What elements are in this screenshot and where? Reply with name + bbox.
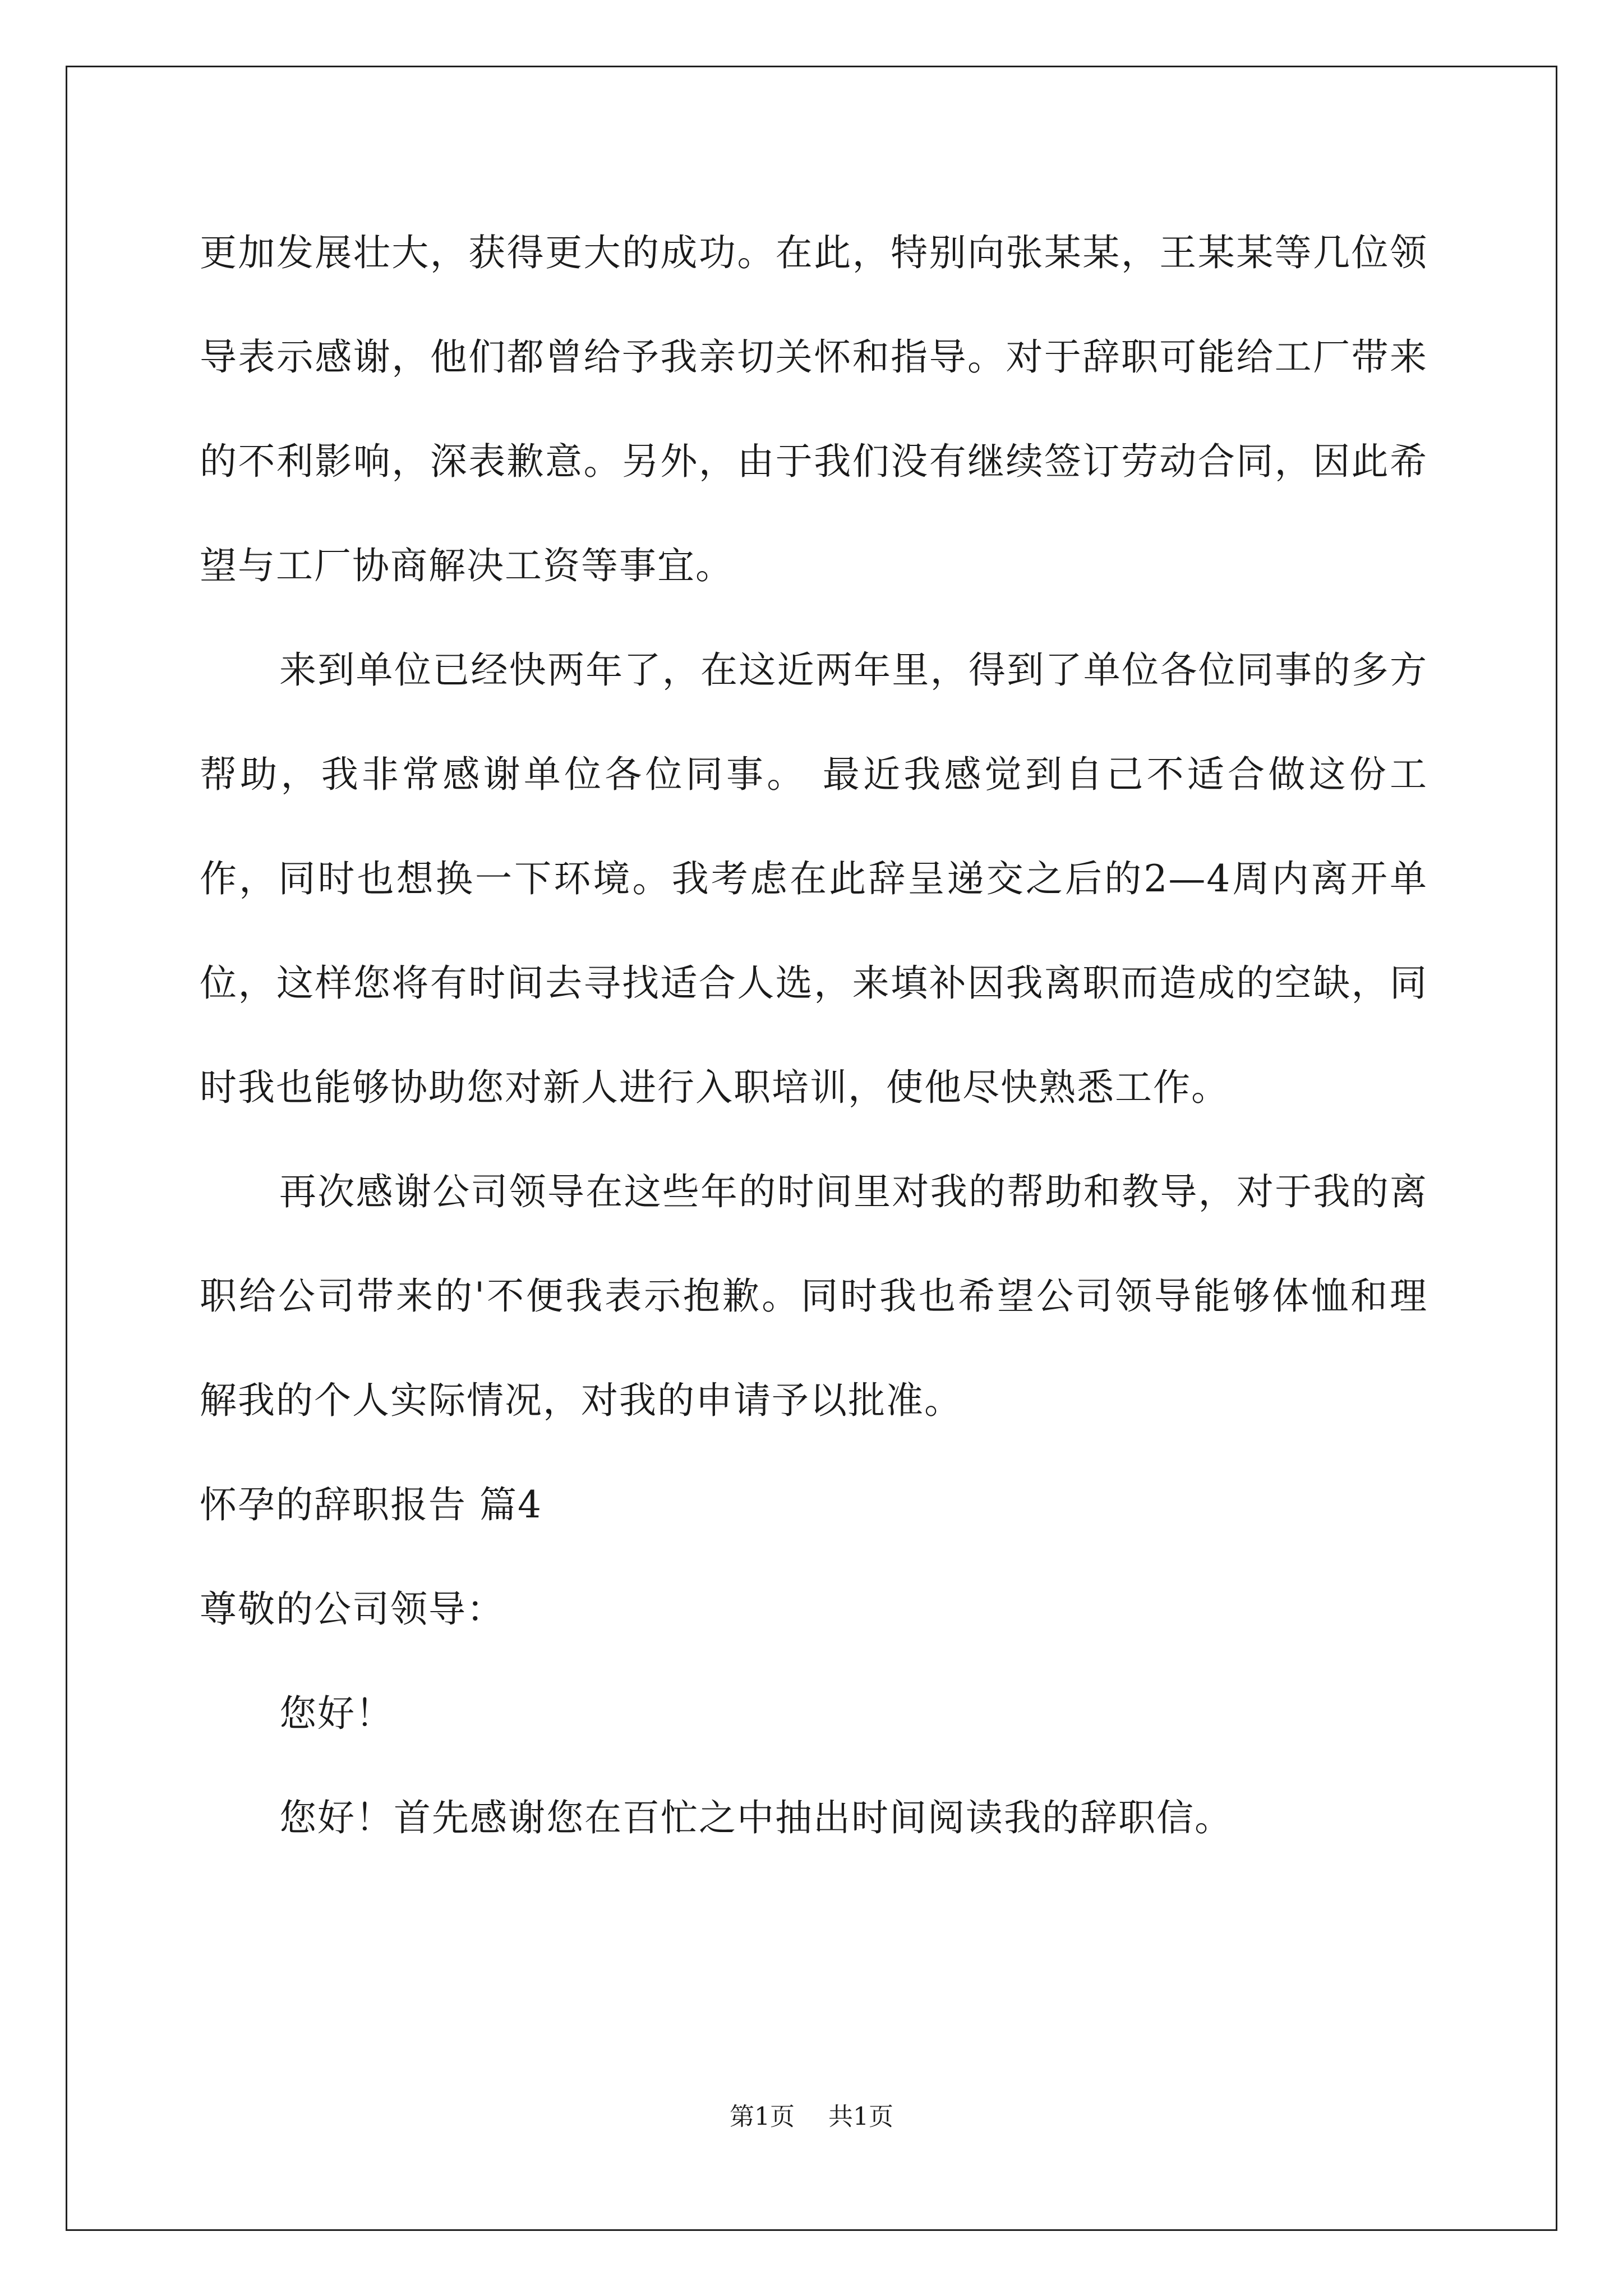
opening-line: 您好！首先感谢您在百忙之中抽出时间阅读我的辞职信。 (279, 1796, 1233, 1839)
page-number: 第1页 (730, 2102, 795, 2131)
salutation: 尊敬的公司领导： (200, 1588, 505, 1631)
page-footer (0, 2100, 1623, 2134)
paragraph-continuation: 更加发展壮大，获得更大的成功。在此，特别向张某某，王某某等几位领导表示感谢，他们都曾给予我亲切关怀和指导。对于辞职可能给工厂带来的不利影响，深表歉意。另外，由于我们没有继续签订劳动合同，因此希望与工厂协商解决工资等事宜。 (200, 231, 1428, 587)
page-total: 共1页 (828, 2102, 893, 2131)
paragraph-thanks: 再次感谢公司领导在这些年的时间里对我的帮助和教导，对于我的离职给公司带来的'不便我表示抱歉。同时我也希望公司领导能够体恤和理解我的个人实际情况，对我的申请予以批准。 (200, 1170, 1428, 1422)
paragraph-arrival: 来到单位已经快两年了，在这近两年里，得到了单位各位同事的多方帮助，我非常感谢单位各位同事。 最近我感觉到自己不适合做这份工作，同时也想换一下环境。我考虑在此辞呈递交之后的2—4周内离开单位，这样您将有时间去寻找适合人选，来填补因我离职而造成的空缺，同时我也能够协助您对新人进行入职培训，使他尽快熟悉工作。 (200, 648, 1428, 1109)
section-heading: 怀孕的辞职报告 篇4 (200, 1483, 542, 1526)
greeting: 您好！ (279, 1692, 394, 1735)
document-body (200, 201, 1428, 1870)
